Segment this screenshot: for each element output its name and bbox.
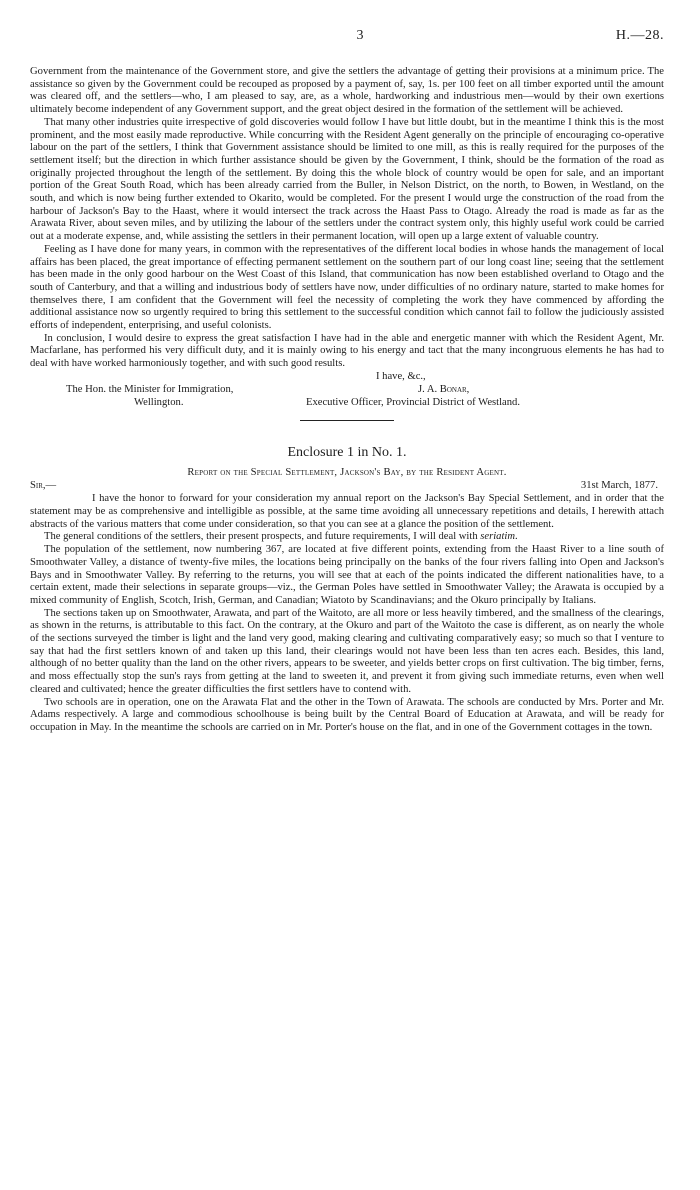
document-reference: H.—28. [615,28,664,43]
report-paragraph: I have the honor to forward for your consideration my annual report on the Jackson's Bay Special Settlement, and in order that the statement may be as comprehensive and intelligible as possible, at the same time avoiding all unnecessary repetitions and details, I herewith attach abstracts of the various matters that come under consideration, so that you can see at a glance the position of the settlement. [30,493,664,530]
page-body [30,66,664,735]
report-paragraph [30,531,664,544]
signature-row [30,397,664,410]
report-text: . [515,531,518,543]
page-header [30,30,670,50]
addressee-line: The Hon. the Minister for Immigration, [66,383,234,395]
report-paragraph: Two schools are in operation, one on the Arawata Flat and the other in the Town of Arawata. The schools are conducted by Mrs. Porter and Mr. Adams respectively. A large and commodious schoolhouse is being built by the Central Board of Education at Arawata, and will be ready for occupation in May. In the meantime the schools are carried on in Mr. Porter's house on the flat, and in one of the Government cottages in the town. [30,696,664,733]
page-number: 3 [356,28,364,43]
salutation: Sir,— [30,480,57,492]
addressee-location: Wellington. [134,396,184,408]
signatory-name: J. A. Bonar, [418,383,470,395]
letter-paragraph: That many other industries quite irrespective of gold discoveries would follow I have but little doubt, but in the meantime I think this is the most prominent, and the most easily made reproductive. While concurring with the Resident Agent generally on the principle of encouraging co-operative labour on the part of the settlers, I think that Government assistance should be limited to one mill, as this is really required for the purposes of the settlement itself; but the direction in which further assistance should be given by the Government, I think, should be the formation of the road as originally projected throughout the length of the settlement. By doing this the whole block of country would be open for sale, and an important portion of the Great South Road, which has been already carried from the Buller, in Nelson District, on the north, to Bowen, in Westland, on the south, and which is now being further extended to Okarito, would be completed. For the present I would urge the construction of the road from the harbour of Jackson's Bay to the Haast, where it would intersect the track across the Haast Pass to Otago. Already the road is made as far as the Arawata River, about seven miles, and by utilizing the labour of the settlers under the contract system only, this highly useful work could be carried out at a moderate expense, and, while assisting the settlers in their permanent location, will open up a large extent of valuable country. [30,116,664,243]
letter-closing: I have, &c., [376,370,426,382]
enclosure-subtitle: Report on the Special Settlement, Jackson's Bay, by the Resident Agent. [187,466,507,478]
enclosure-title: Enclosure 1 in No. 1. [287,444,407,460]
report-paragraph: The population of the settlement, now numbering 367, are located at five different points, extending from the Haast River to a line south of Smoothwater Valley, a distance of twenty-five miles, the locations being principally on the banks of the four rivers falling into Open and Jackson's Bays and in Smoothwater Valley. By referring to the returns, you will see that at each of the points indicated the different nationalities have, to a certain extent, made their selections in separate groups—viz., the German Poles have settled in Smoothwater Valley; the Arawata is occupied by a mixed community of English, Scotch, Irish, German, and Canadian; Wiatoto by Scandinavians; and the Okuro principally by Italians. [30,544,664,606]
letter-paragraph: Government from the maintenance of the Government store, and give the settlers the advantage of getting their provisions at a minimum price. The assistance so given by the Government could be recouped as proposed by a payment of, say, 1s. per 100 feet on all timber exported until the amount was cleared off, and the settlers—who, I am pleased to say, are, as a whole, hardworking and industrious men—would by their own exertions ultimately become independent of any Government support, and the great object desired in the formation of the settlement will be achieved. [30,66,664,116]
report-text: The general conditions of the settlers, their present prospects, and future requirements, I will deal with [44,531,481,543]
letter-paragraph: In conclusion, I would desire to express the great satisfaction I have had in the able and energetic manner with which the Resident Agent, Mr. Macfarlane, has performed his very difficult duty, and it is mainly owing to his energy and tact that the many incongruous elements he has had to deal with have worked harmoniously together, and with such good results. [30,332,664,370]
salutation-row [30,480,664,493]
signatory-title: Executive Officer, Provincial District of Westland. [306,396,520,408]
signature-row [30,384,664,397]
letter-paragraph: Feeling as I have done for many years, in common with the representatives of the different local bodies in whose hands the management of local affairs has been placed, the great importance of effecting permanent settlement on the southern part of our long coast line; seeing that the settlement has been made in the only good harbour on the West Coast of this Island, that communication has now been established overland to Otago and the south of Canterbury, and that a willing and industrious body of settlers have now, under difficulties of no ordinary nature, started to make homes for themselves there, I am confident that the Government will feel the necessity of completing the work they have commenced by affording the additional assistance now so urgently required to bring this settlement to the successful condition which cannot fail to follow the judiciously assisted efforts of independent, enterprising, and useful colonists. [30,243,664,332]
report-paragraph: The sections taken up on Smoothwater, Arawata, and part of the Waitoto, are all more or less heavily timbered, and the smallness of the clearings, as shown in the returns, is attributable to this fact. On the contrary, at the Okuro and part of the Waitoto the case is different, as on nearly the whole of the sections surveyed the timber is light and the land very good, making clearing and cultivating comparatively easy; so much so that I venture to say that had the first settlers known of and taken up this land, their clearings would not have been less than ten acres each. Besides, this land, although of no better quality than the land on the other rivers, appears to be sweeter, and yields better crops on first cultivation. The big timber, ferns, and moss effectually stop the sun's rays from getting at the land to sweeten it, and prevent it from giving such immediate returns, even when well cleared and cultivated; hence the greater difficulties the first settlers have to contend with. [30,607,664,695]
report-date: 31st March, 1877. [580,480,658,492]
section-divider [300,420,394,421]
report-italic-term: seriatim [480,531,516,543]
